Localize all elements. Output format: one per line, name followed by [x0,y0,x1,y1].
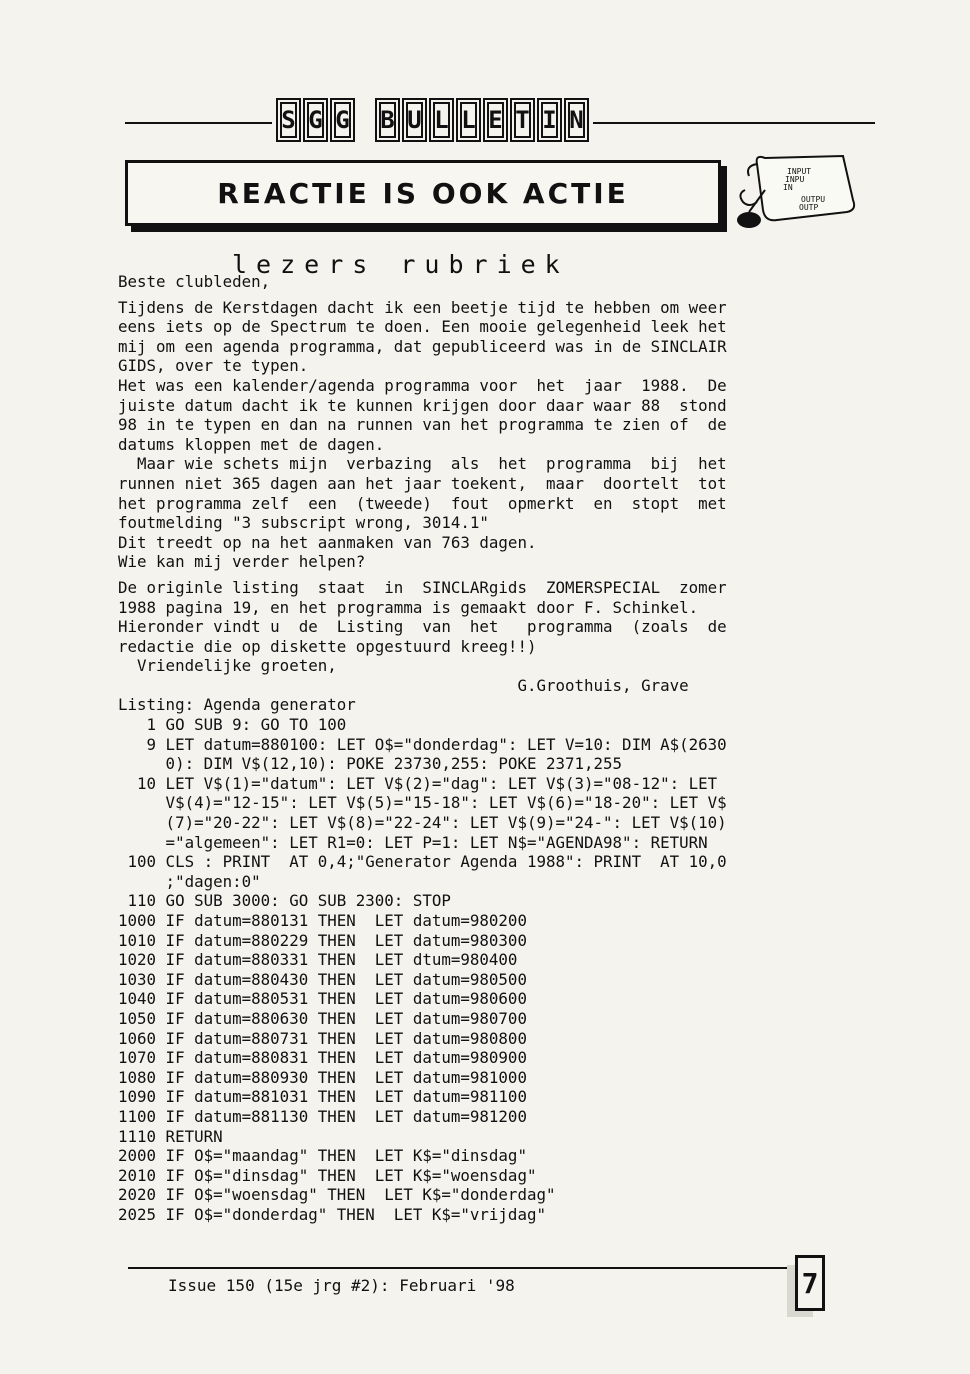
masthead-letter: T [510,98,535,142]
text-line: 1050 IF datum=880630 THEN LET datum=980700 [118,1008,527,1028]
text-line: 1080 IF datum=880930 THEN LET datum=981000 [118,1067,527,1087]
text-line: 1988 pagina 19, en het programma is gemaakt door F. Schinkel. [118,597,699,617]
masthead [272,98,593,146]
text-line: datums kloppen met de dagen. [118,434,385,454]
page-number: 7 [795,1255,825,1311]
masthead-letter: U [402,98,427,142]
scroll-label: IN [783,183,793,192]
scroll-label: OUTP [799,203,819,212]
scroll-label: INPU [785,175,805,184]
article-body [118,272,870,1225]
text-line: het programma zelf een (tweede) fout opmerkt en stopt met [118,493,727,513]
text-line: foutmelding "3 subscript wrong, 3014.1" [118,513,489,533]
masthead-letter: L [429,98,454,142]
banner [125,160,721,226]
text-line: 1000 IF datum=880131 THEN LET datum=980200 [118,911,527,930]
text-line: Vriendelijke groeten, [118,656,337,676]
text-line: Beste clubleden, [118,272,271,291]
text-line: (7)="20-22": LET V$(8)="22-24": LET V$(9)="24-": LET V$(10) [118,813,727,833]
masthead-letter: I [537,98,562,142]
text-line: Listing: Agenda generator [118,695,356,715]
text-line: 98 in te typen en dan na runnen van het programma te zien of de [118,415,727,435]
text-line: 110 GO SUB 3000: GO SUB 2300: STOP [118,891,451,911]
footer-rule [128,1267,793,1269]
text-line: 1090 IF datum=881031 THEN LET datum=981100 [118,1087,527,1107]
text-line: 10 LET V$(1)="datum": LET V$(2)="dag": LET V$(3)="08-12": LET [118,773,718,793]
text-line: GIDS, over te typen. [118,356,309,376]
text-line: runnen niet 365 dagen aan het jaar toekent, maar doortelt tot [118,473,727,493]
text-line: 100 CLS : PRINT AT 0,4;"Generator Agenda 1988": PRINT AT 10,0 [118,852,727,872]
text-line: 2025 IF O$="donderdag" THEN LET K$="vrijdag" [118,1204,546,1224]
banner-title: REACTIE IS OOK ACTIE [217,176,629,210]
masthead-letter: L [456,98,481,142]
section-title: lezers rubriek [232,250,569,279]
text-line: Wie kan mij verder helpen? [118,552,366,572]
text-line: Tijdens de Kerstdagen dacht ik een beetje tijd te hebben om weer [118,297,727,317]
text-line: De originle listing staat in SINCLARgids ZOMERSPECIAL zomer [118,577,727,597]
text-line: G.Groothuis, Grave [118,675,689,695]
masthead-letter: B [375,98,400,142]
text-line: Dit treedt op na het aanmaken van 763 dagen. [118,532,537,552]
text-line: redactie die op diskette opgestuurd kreeg!!) [118,636,537,656]
text-line: mij om een agenda programma, dat gepubliceerd was in de SINCLAIR [118,336,727,356]
text-line: 1070 IF datum=880831 THEN LET datum=980900 [118,1048,527,1068]
masthead-letter: S [276,98,301,142]
issue-line: Issue 150 (15e jrg #2): Februari '98 [168,1276,515,1295]
masthead-letter: G [330,98,355,142]
masthead-gap [357,98,373,146]
text-line: 2010 IF O$="dinsdag" THEN LET K$="woensdag" [118,1165,537,1185]
text-line: ;"dagen:0" [118,871,261,891]
scroll-label: OUTPU [801,195,826,204]
text-line: 1030 IF datum=880430 THEN LET datum=980500 [118,969,527,989]
masthead-letter: G [303,98,328,142]
text-line: 1020 IF datum=880331 THEN LET dtum=980400 [118,950,518,970]
text-line: 1060 IF datum=880731 THEN LET datum=980800 [118,1028,527,1048]
text-line: Hieronder vindt u de Listing van het programma (zoals de [118,617,727,637]
text-line: 1010 IF datum=880229 THEN LET datum=980300 [118,930,527,950]
text-line: eens iets op de Spectrum te doen. Een mooie gelegenheid leek het [118,317,727,337]
text-line: 0): DIM V$(12,10): POKE 23730,255: POKE 2371,255 [118,754,623,774]
masthead-letter: E [483,98,508,142]
text-line: V$(4)="12-15": LET V$(5)="15-18": LET V$(6)="18-20": LET V$ [118,793,727,813]
text-line: juiste datum dacht ik te kunnen krijgen door daar waar 88 stond [118,395,727,415]
scroll-icon [735,150,865,235]
text-line: 2000 IF O$="maandag" THEN LET K$="dinsdag" [118,1146,527,1166]
text-line: 1040 IF datum=880531 THEN LET datum=980600 [118,989,527,1009]
text-line: 2020 IF O$="woensdag" THEN LET K$="donderdag" [118,1185,556,1205]
text-line: 1 GO SUB 9: GO TO 100 [118,715,347,735]
text-line: 1110 RETURN [118,1126,223,1146]
text-line: ="algemeen": LET R1=0: LET P=1: LET N$="AGENDA98": RETURN [118,832,708,852]
text-line: Het was een kalender/agenda programma voor het jaar 1988. De [118,375,727,395]
text-line: Maar wie schets mijn verbazing als het programma bij het [118,454,727,474]
scroll-label: INPUT [787,167,812,176]
text-line: 9 LET datum=880100: LET O$="donderdag": LET V=10: DIM A$(2630 [118,734,727,754]
text-line: 1100 IF datum=881130 THEN LET datum=981200 [118,1106,527,1126]
masthead-letter: N [564,98,589,142]
